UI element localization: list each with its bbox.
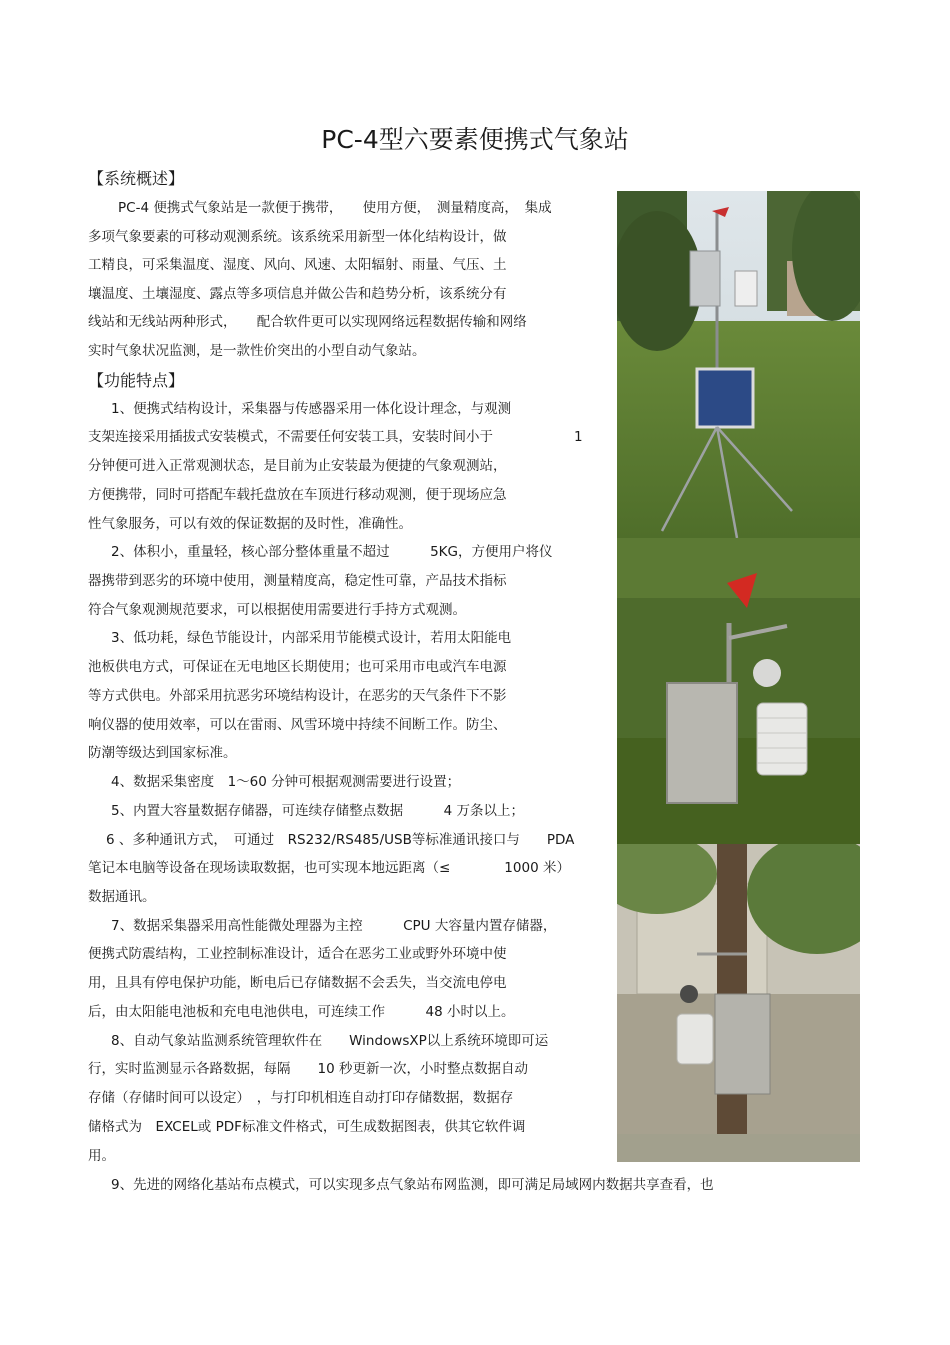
feature-line: 行，实时监测显示各路数据，每隔 10 秒更新一次，小时整点数据自动	[88, 1061, 528, 1077]
feature-line: 支架连接采用插拔式安装模式，不需要任何安装工具，安装时间小于 1	[88, 429, 583, 445]
feature-line: 符合气象观测规范要求，可以根据使用需要进行手持方式观测。	[88, 602, 466, 618]
page-title: PC-4型六要素便携式气象站	[321, 125, 629, 154]
feature-line: 后，由太阳能电池板和充电电池供电，可连续工作 48 小时以上。	[88, 1004, 515, 1020]
overview-line: PC-4 便携式气象站是一款便于携带， 使用方便， 测量精度高， 集成	[118, 200, 552, 216]
feature-line: 3、低功耗，绿色节能设计，内部采用节能模式设计，若用太阳能电	[111, 630, 512, 646]
feature-line: 数据通讯。	[88, 889, 156, 905]
feature-line: 储格式为 EXCEL或 PDF标准文件格式，可生成数据图表，供其它软件调	[88, 1119, 526, 1135]
feature-line: 方便携带，同时可搭配车载托盘放在车顶进行移动观测，便于现场应急	[88, 487, 507, 503]
features-heading: 【功能特点】	[88, 371, 185, 390]
feature-line: 8、自动气象站监测系统管理软件在 WindowsXP以上系统环境即可运	[111, 1033, 549, 1049]
tripod-weather-station-photo	[617, 191, 860, 538]
overview-line: 多项气象要素的可移动观测系统。该系统采用新型一体化结构设计，做	[88, 229, 507, 245]
overview-line: 工精良，可采集温度、湿度、风向、风速、太阳辐射、雨量、气压、土	[88, 257, 507, 273]
overview-line: 实时气象状况监测，是一款性价突出的小型自动气象站。	[88, 343, 426, 359]
handheld-weather-station-photo	[617, 538, 860, 844]
feature-line: 便携式防震结构，工业控制标准设计，适合在恶劣工业或野外环境中使	[88, 946, 507, 962]
feature-line: 等方式供电。外部采用抗恶劣环境结构设计，在恶劣的天气条件下不影	[88, 688, 507, 704]
feature-line: 用。	[88, 1148, 115, 1164]
feature-line: 防潮等级达到国家标准。	[88, 745, 237, 761]
feature-line: 9、先进的网络化基站布点模式，可以实现多点气象站布网监测，即可满足局域网内数据共享查看，也	[111, 1177, 714, 1193]
feature-line: 性气象服务，可以有效的保证数据的及时性，准确性。	[88, 516, 412, 532]
feature-line: 1、便携式结构设计，采集器与传感器采用一体化设计理念，与观测	[111, 401, 512, 417]
feature-line: 5、内置大容量数据存储器，可连续存储整点数据 4 万条以上；	[111, 803, 524, 819]
feature-line: 笔记本电脑等设备在现场读取数据，也可实现本地远距离（≤ 1000 米）	[88, 860, 570, 876]
feature-line: 器携带到恶劣的环境中使用，测量精度高，稳定性可靠，产品技术指标	[88, 573, 507, 589]
feature-line: 6 、多种通讯方式， 可通过 RS232/RS485/USB等标准通讯接口与 PDA	[106, 832, 575, 848]
feature-line: 2、体积小，重量轻，核心部分整体重量不超过 5KG，方便用户将仪	[111, 544, 553, 560]
overview-line: 线站和无线站两种形式， 配合软件更可以实现网络远程数据传输和网络	[88, 314, 527, 330]
feature-line: 7、数据采集器采用高性能微处理器为主控 CPU 大容量内置存储器，	[111, 918, 557, 934]
feature-line: 响仪器的使用效率，可以在雷雨、风雪环境中持续不间断工作。防尘、	[88, 717, 507, 733]
feature-line: 存储（存储时间可以设定） ，与打印机相连自动打印存储数据，数据存	[88, 1090, 514, 1106]
tree-mounted-weather-station-photo	[617, 844, 860, 1162]
feature-line: 分钟便可进入正常观测状态，是目前为止安装最为便捷的气象观测站，	[88, 458, 507, 474]
feature-line: 用，且具有停电保护功能，断电后已存储数据不会丢失，当交流电停电	[88, 975, 507, 991]
feature-line: 4、数据采集密度 1～60 分钟可根据观测需要进行设置；	[111, 774, 461, 790]
overview-line: 壤温度、土壤湿度、露点等多项信息并做公告和趋势分析，该系统分有	[88, 286, 507, 302]
feature-line: 池板供电方式，可保证在无电地区长期使用；也可采用市电或汽车电源	[88, 659, 507, 675]
overview-heading: 【系统概述】	[88, 169, 185, 188]
